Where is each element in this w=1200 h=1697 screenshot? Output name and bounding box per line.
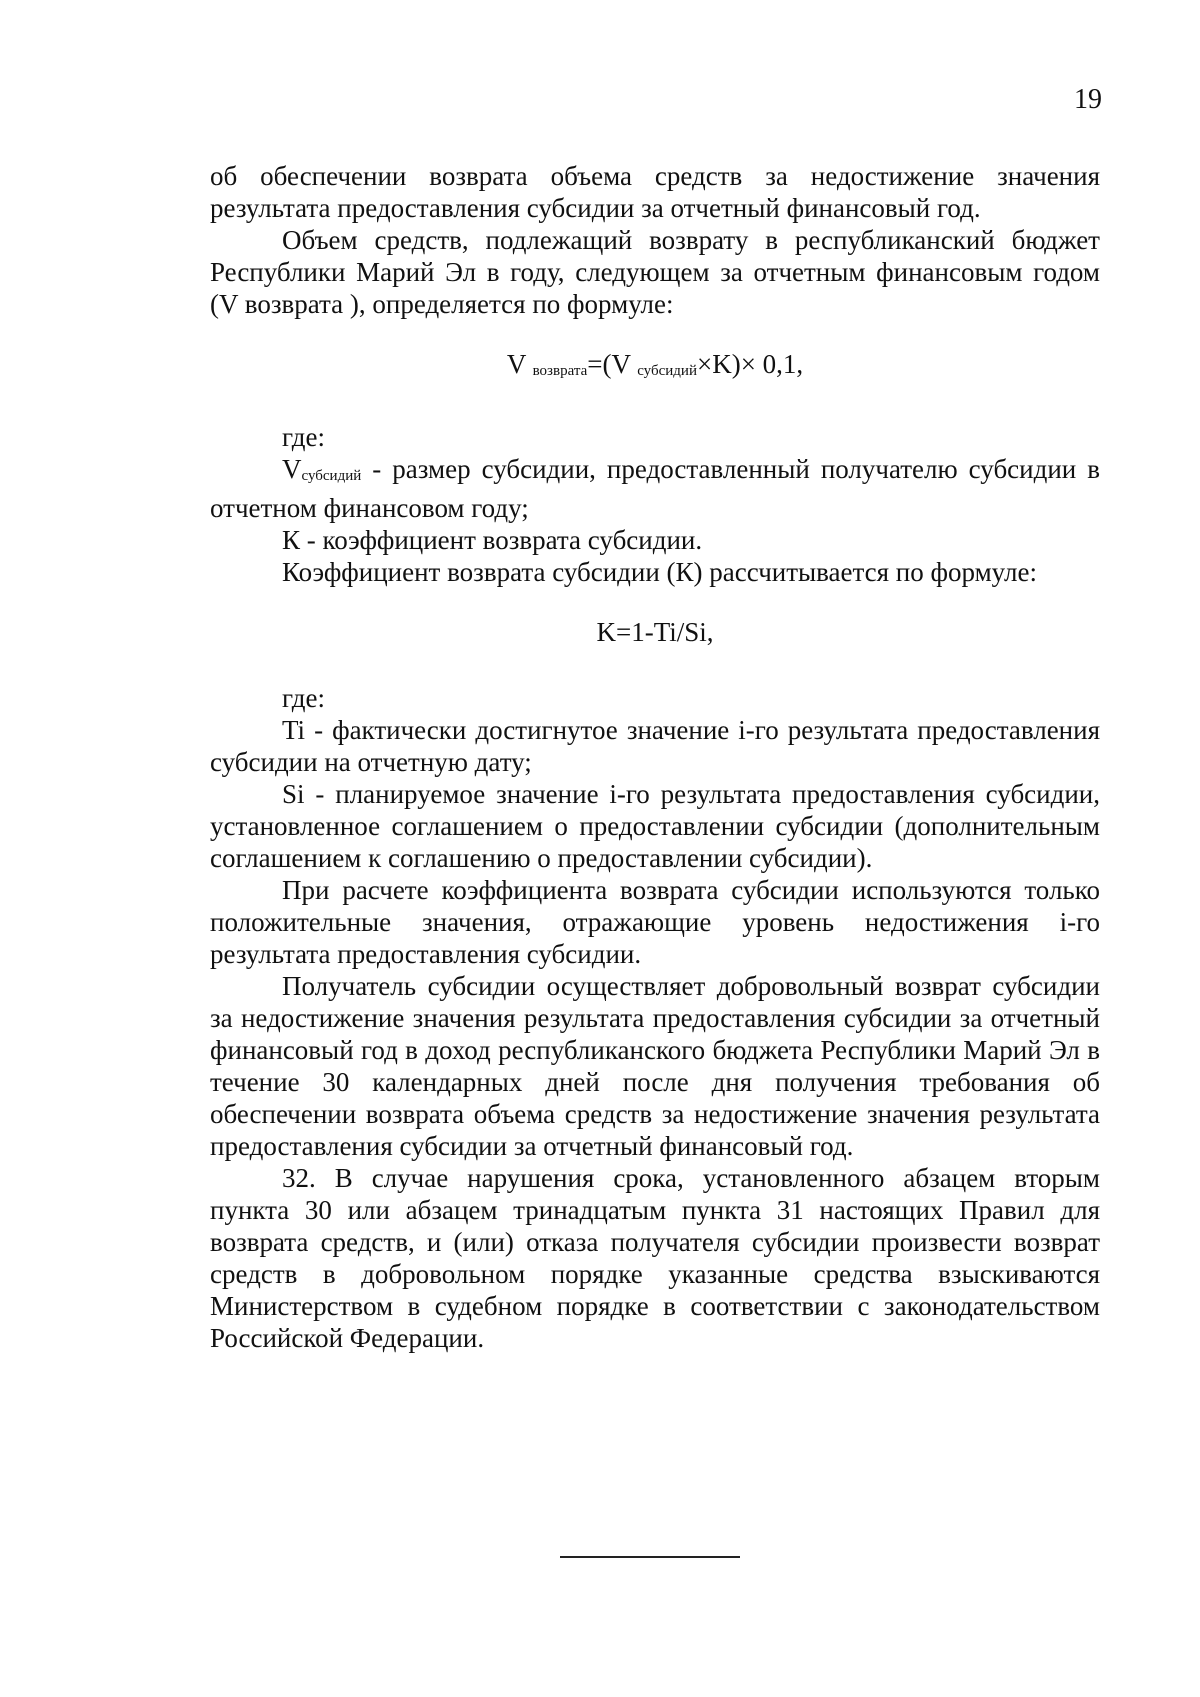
paragraph-volume-definition: Объем средств, подлежащий возврату в республиканский бюджет Республики Марий Эл в году, следующем за отчетным финансовым годом (V возврата ), определяется по формуле: <box>210 225 1100 319</box>
page-number: 19 <box>1074 84 1102 115</box>
formula-k: K=1-Ti/Si, <box>596 617 714 647</box>
definition-ti: Ti - фактически достигнутое значение i-го результата предоставления субсидии на отчетную дату; <box>210 715 1100 777</box>
formula-v: V <box>506 349 526 379</box>
def-v-text: - размер субсидии, предоставленный получателю субсидии в отчетном финансовом году; <box>210 454 1100 523</box>
formula-tail: ×K)× 0,1, <box>696 349 804 379</box>
paragraph-calculation: При расчете коэффициента возврата субсидии используются только положительные значения, отражающие уровень недостижения i-го результата предоставления субсидии. <box>210 875 1100 969</box>
page-content <box>210 160 1100 1354</box>
k-formula-intro: Коэффициент возврата субсидии (К) рассчитывается по формуле: <box>282 557 1037 587</box>
def-v-sub: субсидий <box>301 468 362 484</box>
formula-sub-return: возврата <box>532 363 588 379</box>
def-v-symbol: V <box>282 454 302 484</box>
formula-return-volume <box>210 348 1100 387</box>
end-of-document-rule <box>560 1556 740 1558</box>
definition-si: Si - планируемое значение i-го результата предоставления субсидии, установленное соглашением о предоставлении субсидии (дополнительным соглашением к соглашению о предоставлении субсидии). <box>210 779 1100 873</box>
definition-v-subsidy <box>210 453 1100 524</box>
where-label-2: где: <box>282 683 325 713</box>
paragraph-32: 32. В случае нарушения срока, установленного абзацем вторым пункта 30 или абзацем тринадцатым пункта 31 настоящих Правил для возврата средств, и (или) отказа получателя субсидии произвести возврат средств в добровольном порядке указанные средства взыскиваются Министерством в судебном порядке в соответствии с законодательством Российской Федерации. <box>210 1163 1100 1353</box>
definition-k: К - коэффициент возврата субсидии. <box>282 525 703 555</box>
formula-sub-subsidy: субсидий <box>637 363 697 379</box>
where-label: где: <box>282 422 325 452</box>
paragraph-continuation: об обеспечении возврата объема средств за недостижение значения результата предоставления субсидии за отчетный финансовый год. <box>210 161 1100 223</box>
paragraph-voluntary-return: Получатель субсидии осуществляет добровольный возврат субсидии за недостижение значения результата предоставления субсидии за отчетный финансовый год в доход республиканского бюджета Республики Марий Эл в течение 30 календарных дней после дня получения требования об обеспечении возврата объема средств за недостижение значения результата предоставления субсидии за отчетный финансовый год. <box>210 971 1100 1161</box>
formula-mid: =(V <box>587 349 631 379</box>
